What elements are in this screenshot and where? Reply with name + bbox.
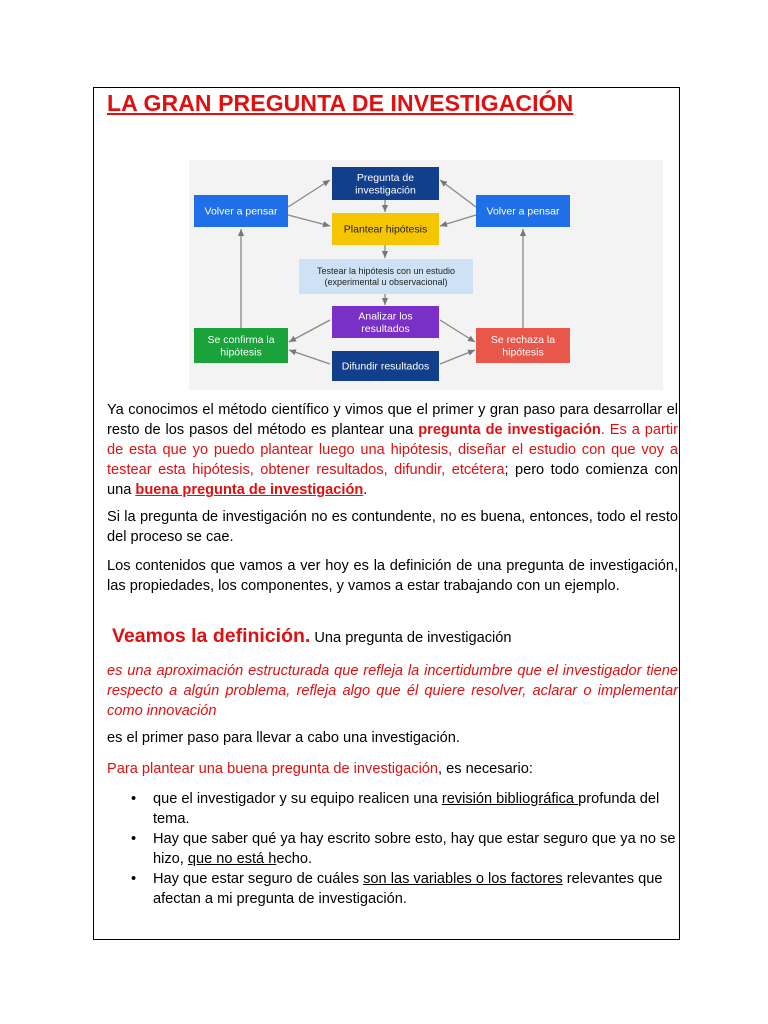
node-plantear [332, 213, 439, 245]
node-label: Testear la hipótesis con un estudio [316, 266, 456, 277]
list-item-text: Hay que estar seguro de cuáles [153, 871, 364, 887]
method-diagram-svg [189, 160, 663, 390]
node-volver-left [194, 195, 288, 227]
flow-arrow [289, 320, 330, 342]
node-label: resultados [361, 322, 410, 335]
flow-arrow [440, 215, 476, 226]
definition-heading: Veamos la definición. [112, 625, 311, 647]
node-rechaza [476, 328, 570, 363]
node-volver-right [476, 195, 570, 227]
intro-highlight: pregunta de investigación [418, 422, 601, 438]
node-label: investigación [355, 184, 416, 197]
list-item-text-end: relevantes que afectan a mi pregunta de investigación. [153, 871, 663, 907]
requirements-intro [107, 759, 678, 779]
page-title: LA GRAN PREGUNTA DE INVESTIGACIÓN [107, 90, 574, 116]
flow-arrow [440, 350, 475, 364]
document-page [93, 87, 680, 940]
intro-period: . [363, 482, 368, 498]
list-item-text: Hay que saber qué ya hay escrito sobre esto, hay que estar seguro que ya no se hizo, [153, 831, 676, 867]
list-item [107, 789, 678, 829]
node-label: (experimental u observacional) [324, 277, 448, 288]
list-item [107, 829, 678, 869]
paragraph-contundente: Si la pregunta de investigación no es contundente, no es buena, entonces, todo el resto del proceso se cae. [107, 509, 678, 545]
flow-arrow [288, 215, 330, 226]
list-item-underlined: son las variables o los factores [363, 871, 563, 887]
paragraph-contenidos: Los contenidos que vamos a ver hoy es la definición de una pregunta de investigación, las propiedades, los componentes, y vamos a estar trabajando con un ejemplo. [107, 558, 678, 594]
list-item-underlined: revisión bibliográfica [441, 791, 579, 807]
definition-lead: Una pregunta de investigación [310, 630, 512, 646]
intro-red-text: . Es a partir de esta que yo puedo plantear luego una hipótesis, diseñar el estudio con que voy a testear esta hipótesis, obtener resultados, difundir, etcétera [107, 422, 679, 478]
first-step-text: es el primer paso para llevar a cabo una investigación. [107, 730, 460, 746]
flow-arrow [289, 350, 330, 364]
list-item-text-end: echo. [276, 851, 313, 867]
definition-text: es una aproximación estructurada que refleja la incertidumbre que el investigador tiene respecto a algún problema, refleja algo que él quiere resolver, aclarar o implementar como innovación [107, 663, 678, 719]
flow-arrow [440, 180, 476, 207]
node-testear [299, 259, 473, 294]
intro-text: Ya conocimos el método científico y vimos que el primer y gran paso para desarrollar el resto de los pasos del método es plantear una [107, 402, 678, 438]
node-label: Se confirma la [207, 333, 275, 346]
node-label: hipótesis [220, 346, 262, 359]
node-pregunta [332, 167, 439, 200]
node-label: Se rechaza la [490, 333, 556, 346]
node-difundir [332, 351, 439, 381]
intro-text-continued: ; pero todo comienza con una [107, 462, 678, 498]
definition-heading-line [107, 626, 678, 648]
node-label: Volver a pensar [486, 205, 560, 218]
method-diagram [189, 160, 663, 390]
flow-arrow [288, 180, 330, 207]
requirements-list [107, 789, 678, 909]
list-item [107, 869, 678, 909]
node-label: hipótesis [502, 346, 544, 359]
requirements-intro-rest: , es necesario: [438, 761, 533, 777]
requirements-intro-red: Para plantear una buena pregunta de investigación [107, 761, 439, 777]
node-label: Volver a pensar [204, 205, 278, 218]
intro-underlined-highlight: buena pregunta de investigación [135, 482, 364, 498]
node-label: Difundir resultados [341, 360, 430, 373]
list-item-text-end: profunda del tema. [153, 791, 660, 827]
node-label: Analizar los [358, 310, 413, 323]
diagram-nodes [194, 167, 570, 381]
node-confirma [194, 328, 288, 363]
list-item-text: que el investigador y su equipo realicen una [153, 791, 442, 807]
node-analizar [332, 306, 439, 338]
flow-arrow [440, 320, 475, 342]
list-item-underlined: que no está h [187, 851, 277, 867]
node-label: Plantear hipótesis [343, 223, 428, 236]
node-label: Pregunta de [356, 171, 415, 184]
intro-paragraph [107, 400, 678, 500]
